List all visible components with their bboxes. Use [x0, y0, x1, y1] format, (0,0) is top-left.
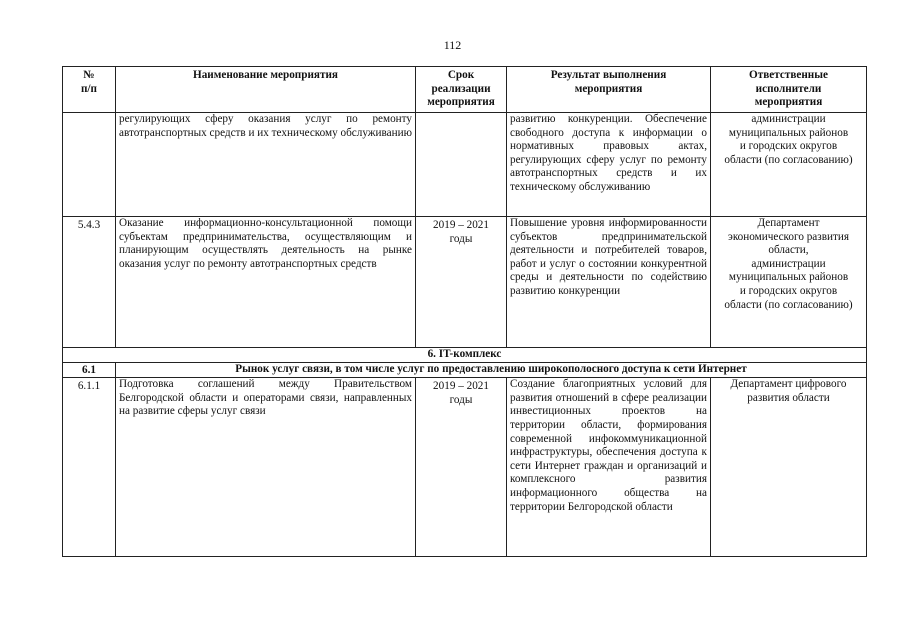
header-num: № п/п — [63, 67, 116, 113]
row-num — [63, 113, 116, 217]
row-responsible: Департамент цифрового развития области — [711, 378, 867, 557]
table-row — [63, 217, 867, 348]
row-term: 2019 – 2021 годы — [416, 217, 507, 348]
header-responsible: Ответственные исполнители мероприятия — [711, 67, 867, 113]
row-num: 6.1.1 — [63, 378, 116, 557]
measures-table — [62, 66, 867, 557]
row-num: 5.4.3 — [63, 217, 116, 348]
row-name: регулирующих сферу оказания услуг по ремонту автотранспортных средств и их техническому обслуживанию — [116, 113, 416, 217]
row-result: развитию конкуренции. Обеспечение свободного доступа к информации о нормативных правовых актах, регулирующих сферу услуг по ремонту автотранспортных средств и их техническому обслуживанию — [507, 113, 711, 217]
page-number: 112 — [443, 38, 462, 52]
subsection-row — [63, 362, 867, 378]
row-responsible: Департамент экономического развития области, администрации муниципальных районов и городских округов области (по согласованию) — [711, 217, 867, 348]
table-row — [63, 113, 867, 217]
header-name: Наименование мероприятия — [116, 67, 416, 113]
section-title: 6. IT-комплекс — [63, 348, 867, 363]
row-term: 2019 – 2021 годы — [416, 378, 507, 557]
row-responsible: администрации муниципальных районов и городских округов области (по согласованию) — [711, 113, 867, 217]
row-result: Создание благоприятных условий для развития отношений в сфере реализации инвестиционных проектов на территории области, формирования современной инфокоммуникационной инфраструктуры, обеспечения доступа к сети Интернет граждан и организаций и комплексного развития информационного общества на территории Белгородской области — [507, 378, 711, 557]
subsection-num: 6.1 — [63, 362, 116, 378]
row-name: Подготовка соглашений между Правительством Белгородской области и операторами связи, направленных на развитие сферы услуг связи — [116, 378, 416, 557]
header-result: Результат выполнения мероприятия — [507, 67, 711, 113]
row-term — [416, 113, 507, 217]
table-header-row — [63, 67, 867, 113]
header-term: Срок реализации мероприятия — [416, 67, 507, 113]
section-row — [63, 348, 867, 363]
subsection-title: Рынок услуг связи, в том числе услуг по предоставлению широкополосного доступа к сети Интернет — [116, 362, 867, 378]
row-result: Повышение уровня информированности субъектов предпринимательской деятельности и потребителей товаров, работ и услуг о состоянии конкурентной среды и деятельности по содействию развитию конкуренции — [507, 217, 711, 348]
table-row — [63, 378, 867, 557]
row-name: Оказание информационно-консультационной помощи субъектам предпринимательства, осуществляющим и планирующим осуществлять деятельность на рынке оказания услуг по ремонту автотранспортных средств — [116, 217, 416, 348]
